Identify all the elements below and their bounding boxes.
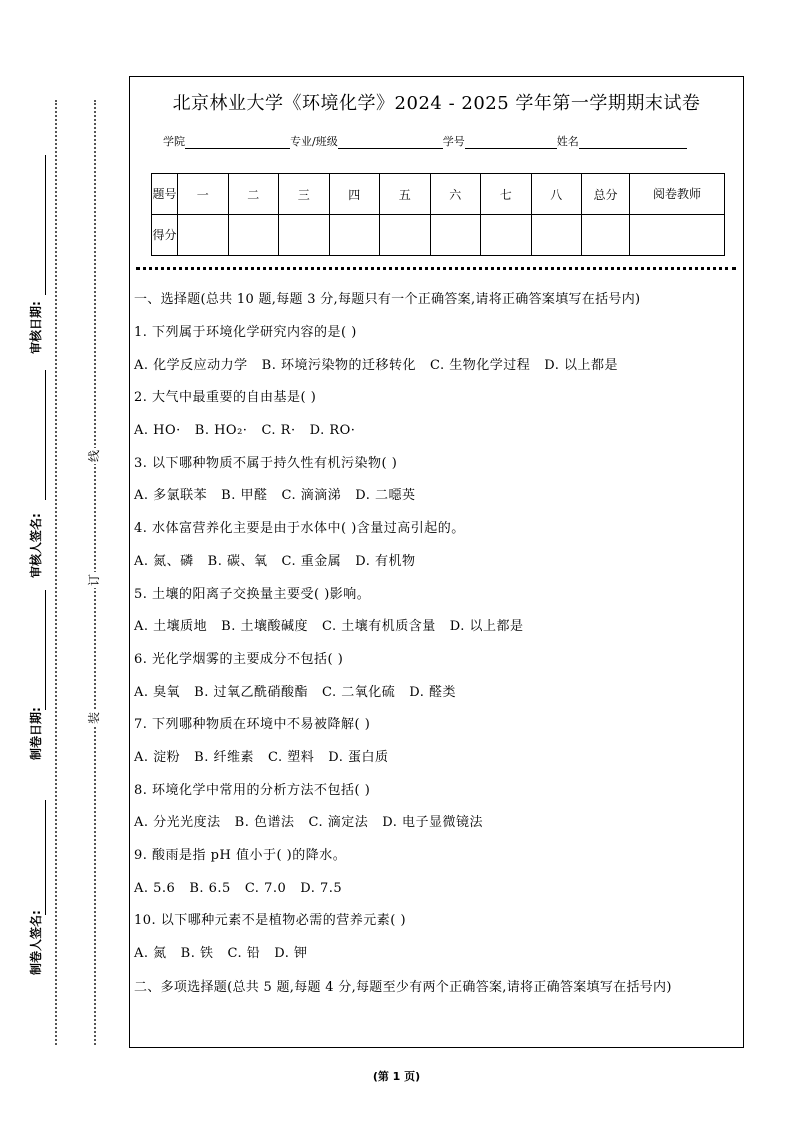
col-total: 总分 bbox=[582, 174, 630, 215]
exam-frame bbox=[129, 76, 744, 1048]
option-c[interactable]: C. 滴滴涕 bbox=[281, 488, 342, 504]
question-3-options bbox=[134, 480, 740, 513]
question-number-label: 题号 bbox=[152, 174, 178, 215]
review-date-line[interactable] bbox=[45, 155, 46, 295]
option-b[interactable]: B. 碳、氧 bbox=[207, 553, 268, 569]
review-date-label: 审核日期: bbox=[29, 301, 43, 354]
col-grader: 阅卷教师 bbox=[630, 174, 725, 215]
paper-date-line[interactable] bbox=[45, 590, 46, 710]
option-d[interactable]: D. 蛋白质 bbox=[328, 749, 389, 765]
paper-date-label: 制卷日期: bbox=[29, 707, 43, 760]
question-10: 10. 以下哪种元素不是植物必需的营养元素( ) bbox=[134, 913, 407, 929]
score-cell-total[interactable] bbox=[582, 215, 630, 256]
name-field[interactable] bbox=[579, 136, 687, 149]
question-9-options bbox=[134, 873, 740, 906]
question-10-options bbox=[134, 938, 740, 971]
option-b[interactable]: B. 6.5 bbox=[189, 880, 231, 896]
score-cell-8[interactable] bbox=[531, 215, 582, 256]
college-label: 学院 bbox=[163, 135, 185, 148]
option-b[interactable]: B. 土壤酸碱度 bbox=[221, 619, 308, 635]
option-c[interactable]: C. 7.0 bbox=[244, 880, 287, 896]
question-3: 3. 以下哪种物质不属于持久性有机污染物( ) bbox=[134, 455, 398, 471]
score-cell-grader[interactable] bbox=[630, 215, 725, 256]
name-label: 姓名 bbox=[556, 135, 579, 148]
option-b[interactable]: B. 纤维素 bbox=[194, 749, 254, 765]
question-8: 8. 环境化学中常用的分析方法不包括( ) bbox=[134, 782, 371, 798]
student-id-field[interactable] bbox=[465, 136, 557, 149]
question-5: 5. 土壤的阳离子交换量主要受( )影响。 bbox=[134, 586, 371, 602]
col-5: 五 bbox=[380, 174, 431, 215]
binding-char-line: 线 bbox=[87, 450, 101, 463]
option-b[interactable]: B. 色谱法 bbox=[234, 815, 295, 831]
col-7: 七 bbox=[481, 174, 532, 215]
question-5-options bbox=[134, 611, 740, 644]
score-cell-4[interactable] bbox=[329, 215, 380, 256]
score-cell-2[interactable] bbox=[228, 215, 279, 256]
score-table-header-row bbox=[152, 174, 725, 215]
option-a[interactable]: A. 化学反应动力学 bbox=[134, 357, 248, 373]
option-a[interactable]: A. 分光光度法 bbox=[134, 815, 221, 831]
score-table-score-row bbox=[152, 215, 725, 256]
option-d[interactable]: D. 钾 bbox=[274, 946, 308, 962]
score-table bbox=[151, 173, 725, 256]
option-c[interactable]: C. 滴定法 bbox=[308, 815, 369, 831]
score-cell-5[interactable] bbox=[380, 215, 431, 256]
question-7-options bbox=[134, 742, 740, 775]
option-a[interactable]: A. 臭氧 bbox=[134, 684, 181, 700]
col-8: 八 bbox=[531, 174, 582, 215]
question-6: 6. 光化学烟雾的主要成分不包括( ) bbox=[134, 651, 344, 667]
reviewer-signature-line[interactable] bbox=[45, 370, 46, 500]
option-d[interactable]: D. 二噁英 bbox=[355, 488, 416, 504]
col-2: 二 bbox=[228, 174, 279, 215]
col-6: 六 bbox=[430, 174, 481, 215]
score-cell-7[interactable] bbox=[481, 215, 532, 256]
option-d[interactable]: D. RO· bbox=[309, 423, 356, 439]
dotted-separator bbox=[136, 267, 736, 270]
option-c[interactable]: C. 土壤有机质含量 bbox=[321, 619, 436, 635]
option-a[interactable]: A. 氮、磷 bbox=[134, 553, 194, 569]
option-d[interactable]: D. 有机物 bbox=[355, 553, 416, 569]
option-d[interactable]: D. 以上都是 bbox=[449, 619, 524, 635]
col-4: 四 bbox=[329, 174, 380, 215]
reviewer-signature-label: 审核人签名: bbox=[29, 513, 43, 578]
paper-maker-signature-line[interactable] bbox=[45, 800, 46, 915]
binding-char-zhuang: 装 bbox=[87, 712, 101, 725]
exam-title: 北京林业大学《环境化学》2024 - 2025 学年第一学期期末试卷 bbox=[172, 93, 701, 114]
score-label: 得分 bbox=[152, 215, 178, 256]
section-1-heading: 一、选择题(总共 10 题,每题 3 分,每题只有一个正确答案,请将正确答案填写在括号内) bbox=[134, 292, 641, 307]
option-d[interactable]: D. 以上都是 bbox=[544, 357, 618, 373]
question-9: 9. 酸雨是指 pH 值小于( )的降水。 bbox=[134, 848, 347, 863]
exam-content bbox=[134, 289, 740, 1005]
option-b[interactable]: B. 过氧乙酰硝酸酯 bbox=[194, 684, 308, 700]
option-c[interactable]: C. R· bbox=[261, 423, 296, 439]
binding-char-ding: 订 bbox=[87, 574, 101, 587]
col-3: 三 bbox=[279, 174, 330, 215]
student-id-label: 学号 bbox=[442, 135, 465, 148]
question-2: 2. 大气中最重要的自由基是( ) bbox=[134, 390, 317, 406]
binding-dotted-line-outer bbox=[55, 100, 57, 1045]
option-c[interactable]: C. 塑料 bbox=[267, 749, 315, 765]
student-info-row bbox=[163, 133, 723, 149]
option-a[interactable]: A. 淀粉 bbox=[134, 749, 181, 765]
option-a[interactable]: A. HO· bbox=[134, 423, 181, 439]
major-class-field[interactable] bbox=[338, 136, 443, 149]
question-4: 4. 水体富营养化主要是由于水体中( )含量过高引起的。 bbox=[134, 521, 465, 537]
question-1-options bbox=[134, 350, 740, 383]
option-c[interactable]: C. 生物化学过程 bbox=[429, 357, 531, 373]
option-c[interactable]: C. 铅 bbox=[227, 946, 261, 962]
college-field[interactable] bbox=[185, 136, 290, 149]
option-b[interactable]: B. 甲醛 bbox=[221, 488, 268, 504]
score-cell-6[interactable] bbox=[430, 215, 481, 256]
option-a[interactable]: A. 氮 bbox=[134, 946, 167, 962]
question-list bbox=[134, 317, 740, 971]
option-b[interactable]: B. 环境污染物的迁移转化 bbox=[261, 357, 416, 373]
section-2-heading: 二、多项选择题(总共 5 题,每题 4 分,每题至少有两个正确答案,请将正确答案填写在括号内) bbox=[134, 979, 672, 995]
score-cell-1[interactable] bbox=[178, 215, 229, 256]
page-number: (第 1 页) bbox=[372, 1070, 421, 1083]
score-cell-3[interactable] bbox=[279, 215, 330, 256]
option-d[interactable]: D. 醛类 bbox=[409, 684, 456, 700]
option-b[interactable]: B. 铁 bbox=[180, 946, 214, 962]
option-b[interactable]: B. HO₂· bbox=[194, 423, 248, 439]
col-1: 一 bbox=[178, 174, 229, 215]
question-2-options bbox=[134, 415, 740, 448]
question-4-options bbox=[134, 546, 740, 579]
option-d[interactable]: D. 7.5 bbox=[300, 880, 343, 896]
option-a[interactable]: A. 5.6 bbox=[134, 880, 176, 896]
question-6-options bbox=[134, 677, 740, 710]
option-d[interactable]: D. 电子显微镜法 bbox=[382, 815, 483, 831]
major-class-label: 专业/班级 bbox=[290, 135, 338, 148]
option-a[interactable]: A. 土壤质地 bbox=[134, 619, 208, 635]
question-1: 1. 下列属于环境化学研究内容的是( ) bbox=[134, 325, 357, 340]
option-a[interactable]: A. 多氯联苯 bbox=[134, 488, 208, 504]
option-c[interactable]: C. 重金属 bbox=[281, 553, 342, 569]
paper-maker-signature-label: 制卷人签名: bbox=[29, 910, 43, 975]
question-7: 7. 下列哪种物质在环境中不易被降解( ) bbox=[134, 717, 371, 733]
option-c[interactable]: C. 二氧化硫 bbox=[321, 684, 396, 700]
question-8-options bbox=[134, 807, 740, 840]
